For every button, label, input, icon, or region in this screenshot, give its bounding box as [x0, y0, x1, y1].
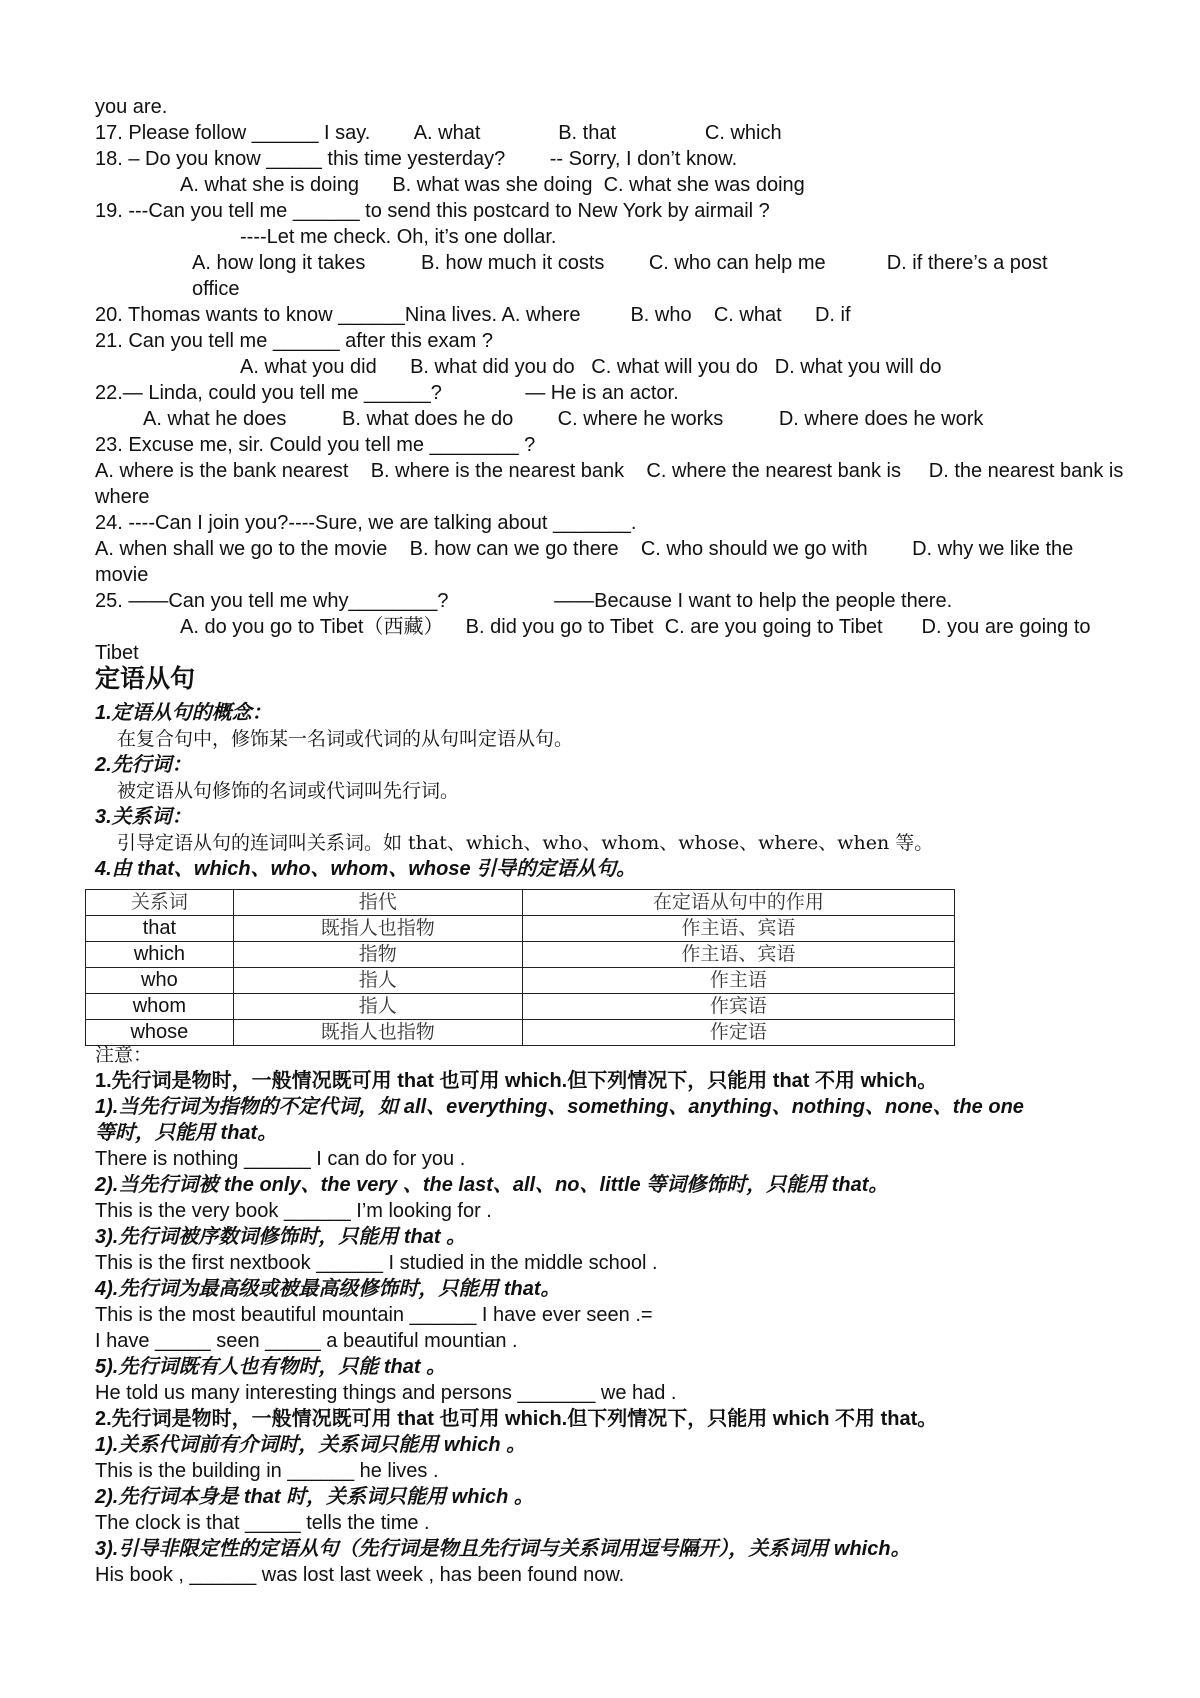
lines-line: A. where is the bank nearest B. where is the nearest bank C. where the nearest bank is D. the nearest bank is: [95, 460, 1124, 482]
notes-line: This is the building in ______ he lives .: [95, 1460, 439, 1482]
notes-line: 1.先行词是物时，一般情况既可用 that 也可用 which.但下列情况下，只能用 that 不用 which。: [95, 1070, 938, 1092]
notes-line: 2).当先行词被 the only、the very 、the last、all、no、little 等词修饰时，只能用 that。: [95, 1174, 889, 1196]
section-heading: 定语从句: [95, 664, 196, 693]
lines-line: you are.: [95, 96, 168, 118]
sections-line: 引导定语从句的连词叫关系词。如 that、which、who、whom、whose、where、when 等。: [117, 832, 934, 854]
notes-line: 注意：: [95, 1044, 153, 1066]
table-cell: whom: [86, 994, 234, 1020]
table-header-row: [86, 890, 955, 916]
lines-line: office: [192, 278, 240, 300]
notes-line: 3).引导非限定性的定语从句（先行词是物且先行词与关系词用逗号隔开），关系词用 which。: [95, 1538, 911, 1560]
lines-line: A. when shall we go to the movie B. how can we go there C. who should we go with D. why we like the: [95, 538, 1074, 560]
notes-line: He told us many interesting things and persons _______ we had .: [95, 1382, 677, 1404]
table-cell: whose: [86, 1020, 234, 1046]
sections-line: 在复合句中，修饰某一名词或代词的从句叫定语从句。: [117, 728, 574, 750]
notes-line: The clock is that _____ tells the time .: [95, 1512, 430, 1534]
table-cell: 作主语、宾语: [522, 942, 954, 968]
table-cell: 指人: [233, 968, 522, 994]
notes-line: 3).先行词被序数词修饰时，只能用 that 。: [95, 1226, 467, 1248]
table-header-cell: 指代: [233, 890, 522, 916]
notes-line: 1).关系代词前有介词时，关系词只能用 which 。: [95, 1434, 527, 1456]
notes-line: 4).先行词为最高级或被最高级修饰时，只能用 that。: [95, 1278, 561, 1300]
table-header-cell: 关系词: [86, 890, 234, 916]
notes-line: 2).先行词本身是 that 时，关系词只能用 which 。: [95, 1486, 534, 1508]
lines-line: 21. Can you tell me ______ after this exam ?: [95, 330, 494, 352]
lines-line: 22.— Linda, could you tell me ______? — He is an actor.: [95, 382, 679, 404]
lines-line: 24. ----Can I join you?----Sure, we are talking about _______.: [95, 512, 637, 534]
notes-line: This is the most beautiful mountain ______ I have ever seen .=: [95, 1304, 653, 1326]
lines-line: movie: [95, 564, 149, 586]
notes-line: There is nothing ______ I can do for you .: [95, 1148, 466, 1170]
lines-line: 18. – Do you know _____ this time yesterday? -- Sorry, I don’t know.: [95, 148, 738, 170]
table-cell: 指人: [233, 994, 522, 1020]
sections-line: 3.关系词：: [95, 806, 192, 828]
lines-line: 23. Excuse me, sir. Could you tell me ________ ?: [95, 434, 536, 456]
table-row: [86, 1020, 955, 1046]
lines-line: 20. Thomas wants to know ______Nina lives. A. where B. who C. what D. if: [95, 304, 851, 326]
sections-line: 1.定语从句的概念：: [95, 702, 272, 724]
table-cell: 作主语、宾语: [522, 916, 954, 942]
table-row: [86, 916, 955, 942]
sections-line: 2.先行词：: [95, 754, 192, 776]
lines-line: 19. ---Can you tell me ______ to send this postcard to New York by airmail ?: [95, 200, 770, 222]
lines-line: 17. Please follow ______ I say. A. what B. that C. which: [95, 122, 782, 144]
table-cell: 既指人也指物: [233, 1020, 522, 1046]
table-cell: 既指人也指物: [233, 916, 522, 942]
lines-line: A. what she is doing B. what was she doing C. what she was doing: [180, 174, 805, 196]
notes-line: 1).当先行词为指物的不定代词，如 all、everything、something、anything、nothing、none、the one: [95, 1096, 1024, 1118]
sections-line: 被定语从句修饰的名词或代词叫先行词。: [117, 780, 460, 802]
table-header-cell: 在定语从句中的作用: [522, 890, 954, 916]
lines-line: A. how long it takes B. how much it costs C. who can help me D. if there’s a post: [192, 252, 1048, 274]
sections-line: 4.由 that、which、who、whom、whose 引导的定语从句。: [95, 858, 637, 880]
table-cell: that: [86, 916, 234, 942]
table-row: [86, 968, 955, 994]
lines-line: A. what you did B. what did you do C. what will you do D. what you will do: [240, 356, 942, 378]
table-cell: 作主语: [522, 968, 954, 994]
notes-line: 2.先行词是物时，一般情况既可用 that 也可用 which.但下列情况下，只能用 which 不用 that。: [95, 1408, 938, 1430]
notes-line: This is the first nextbook ______ I studied in the middle school .: [95, 1252, 658, 1274]
table-row: [86, 994, 955, 1020]
notes-line: I have _____ seen _____ a beautiful mountian .: [95, 1330, 518, 1352]
lines-line: where: [95, 486, 150, 508]
lines-line: 25. ——Can you tell me why________? ——Because I want to help the people there.: [95, 590, 953, 612]
notes-line: His book , ______ was lost last week , has been found now.: [95, 1564, 625, 1586]
lines-line: Tibet: [95, 642, 139, 664]
lines-line: ----Let me check. Oh, it’s one dollar.: [240, 226, 557, 248]
relative-pronoun-table: [85, 889, 955, 1046]
table-cell: 作定语: [522, 1020, 954, 1046]
notes-line: 5).先行词既有人也有物时，只能 that 。: [95, 1356, 447, 1378]
lines-line: A. what he does B. what does he do C. where he works D. where does he work: [143, 408, 984, 430]
table-cell: 指物: [233, 942, 522, 968]
table-cell: 作宾语: [522, 994, 954, 1020]
table-cell: which: [86, 942, 234, 968]
table-row: [86, 942, 955, 968]
lines-line: A. do you go to Tibet（西藏） B. did you go to Tibet C. are you going to Tibet D. you are going to: [180, 616, 1091, 638]
notes-line: 等时，只能用 that。: [95, 1122, 278, 1144]
table-cell: who: [86, 968, 234, 994]
notes-line: This is the very book ______ I’m looking for .: [95, 1200, 492, 1222]
